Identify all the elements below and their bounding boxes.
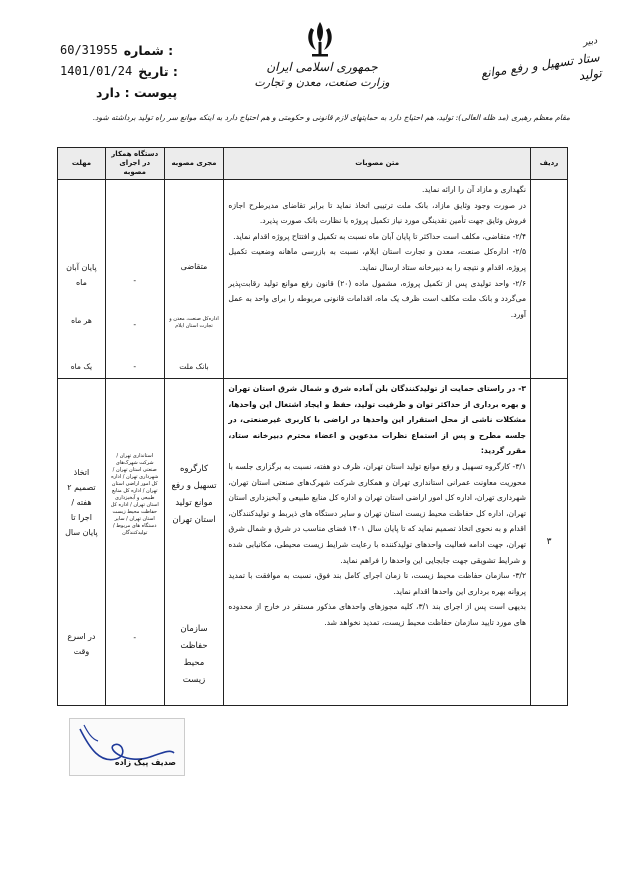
secretariat-small-label: دبیر xyxy=(582,36,598,49)
table-row xyxy=(58,180,568,379)
ministry-title xyxy=(232,60,412,90)
letter-meta xyxy=(60,40,178,103)
row1-dast-2: - xyxy=(133,320,137,329)
signatory-name: صدیف پیک زاده xyxy=(114,758,176,767)
row2-mohlat xyxy=(58,379,106,706)
row2-number: ۳ xyxy=(531,379,568,706)
row1-number xyxy=(531,180,568,379)
row2-text xyxy=(224,379,531,706)
row1-dast-1: - xyxy=(133,276,137,285)
row2-mojri-2: سازمان حفاظت محیط زیست xyxy=(180,624,208,685)
iran-emblem-icon xyxy=(302,18,338,60)
letter-date: 1401/01/24 xyxy=(60,64,133,78)
row2-paragraph: بدیهی است پس از اجرای بند ۳/۱، کلیه مجوزهای واحدهای مذکور مستقر در خارج از محدوده های مورد تایید سازمان حفاظت محیط زیست، تمدید نخواهد شد. xyxy=(228,602,527,627)
row2-paragraph: ۳/۱- کارگروه تسهیل و رفع موانع تولید استان تهران، ظرف دو هفته، نسبت به برگزاری جلسه با محوریت معاونت عمرانی استانداری تهران و همکاری شرکت شهرک‌های صنعتی استان تهران، شهرداری تهران، اداره کل امور اراضی استان تهران و اداره کل منابع طبیعی و آبخیزداری استان تهران، اداره کل حفاظت محیط زیست استان تهران و سایر دستگاه های ذیربط و تولیدکنندگان، اقدام و به نحوی اتخاذ تصمیم نماید که تا پایان سال ۱۴۰۱ فضای مناسب در شرق و شمال شرق تهران، جهت ادامه فعالیت واحدهای تولیدکننده با رعایت شرایط زیست محیطی، مکانیابی شده و شرایط تشویقی جهت جابجایی این واحدها را فراهم نماید. xyxy=(228,461,527,565)
letter-number: 60/31955 xyxy=(60,43,118,57)
row1-mohlat-3: یک ماه xyxy=(70,362,93,371)
row1-paragraph: نگهداری و مازاد آن را ارائه نماید. xyxy=(421,185,527,194)
row1-mojri-2: اداره‌کل صنعت، معدن و تجارت استان ایلام xyxy=(169,316,219,329)
header-no: ردیف xyxy=(531,148,568,180)
resolutions-table xyxy=(57,147,568,706)
row1-mohlat xyxy=(58,180,106,379)
row1-paragraph: ۲/۴- متقاضی، مکلف است حداکثر تا پایان آبان ماه نسبت به تکمیل و افتتاح پروژه اقدام نماید. xyxy=(233,231,527,241)
secretariat-logo xyxy=(467,33,602,99)
letter-attachment: پیوست : دارد xyxy=(96,85,178,100)
republic-title: جمهوری اسلامی ایران xyxy=(266,60,378,74)
table-row xyxy=(58,379,568,706)
letter-number-label: شماره : xyxy=(123,43,174,58)
row2-dast-1: استانداری تهران / شرکت شهرک‌های صنعتی استان تهران / شهرداری تهران / اداره کل امور اراضی استان تهران / اداره کل منابع طبیعی و آبخیزداری استان تهران / اداره کل حفاظت محیط زیست استان تهران / سایر دستگاه های مربوط / تولیدکنندگان xyxy=(110,453,159,536)
row1-paragraph: ۲/۶- واحد تولیدی پس از تکمیل پروژه، مشمول ماده (۲۰) قانون رفع موانع تولید رقابت‌پذیر می‌گردد و بانک ملت مکلف است ظرف یک ماه، اقدامات قانونی مربوطه را برای واحد به عمل آورد. xyxy=(228,278,527,319)
row1-mojri xyxy=(164,180,224,379)
leader-quote: مقام معظم رهبری (مد ظله العالی): تولید، هم احتیاج دارد به حمایتهای لازم قانونی و حکومتی و هم احتیاج دارد به اینکه موانع سر راه تولید برداشته شود. xyxy=(92,113,570,122)
row1-mojri-1: متقاضی xyxy=(180,262,208,271)
secretariat-name: ستاد تسهیل و رفع موانع تولید xyxy=(479,50,603,83)
header-text: متن مصوبات xyxy=(224,148,531,180)
row1-mohlat-2: هر ماه xyxy=(71,316,92,325)
table-header-row xyxy=(58,148,568,180)
row2-dast-2: - xyxy=(133,633,137,642)
row1-paragraph: در صورت وجود وثایق مازاد، بانک ملت ترتیبی اتخاذ نماید تا برابر تقاضای مدیرطرح اجازه فروش وثایق جهت تأمین نقدینگی مورد نیاز تکمیل پروژه با نظارت بانک صورت پذیرد. xyxy=(228,200,527,226)
row1-dast xyxy=(105,180,164,379)
row1-text xyxy=(224,180,531,379)
row1-dast-3: - xyxy=(133,362,137,371)
row2-mohlat-1: اتخاذ تصمیم ۲ هفته / اجرا تا پایان سال xyxy=(65,468,98,537)
ministry-name: وزارت صنعت، معدن و تجارت xyxy=(254,76,390,89)
row2-mohlat-2: در اسرع وقت xyxy=(67,632,96,656)
row1-paragraph: ۲/۵- اداره‌کل صنعت، معدن و تجارت استان ایلام، نسبت به بازرسی ماهانه وضعیت تکمیل پروژه، اقدام و نتیجه را به دبیرخانه ستاد ارسال نماید. xyxy=(228,247,527,272)
row1-mohlat-1: پایان آبان ماه xyxy=(66,263,97,287)
header-mojri: مجری مصوبه xyxy=(164,148,224,180)
row2-mojri xyxy=(164,379,224,706)
row1-mojri-3: بانک ملت xyxy=(179,362,209,371)
row2-paragraph: ۳/۲- سازمان حفاظت محیط زیست، تا زمان اجرای کامل بند فوق، نسبت به موافقت با تمدید پروانه بهره برداری این واحدها اقدام نماید. xyxy=(228,571,527,596)
header-mohlat: مهلت xyxy=(58,148,106,180)
signature-box xyxy=(69,718,185,776)
header-dast: دستگاه همکار در اجرای مصوبه xyxy=(105,148,164,180)
row2-heading: ۳- در راستای حمایت از تولیدکنندگان بلن آماده شرق و شمال شرق استان تهران و بهره برداری از حداکثر توان و ظرفیت تولید، حفظ و ایجاد اشتغال این واحدها، مشکلات ناشی از محل استقرار این واحدها در اراضی با کاربری غیرصنعتی، در جلسه مطرح و پس از استماع نظرات مدعوین و اعضاء محترم دبیرخانه ستاد، مقرر گردید: xyxy=(228,384,527,456)
row2-mojri-1: کارگروه تسهیل و رفع موانع تولید استان تهران xyxy=(171,464,217,525)
letter-date-label: تاریخ : xyxy=(138,64,178,79)
row2-dast xyxy=(105,379,164,706)
